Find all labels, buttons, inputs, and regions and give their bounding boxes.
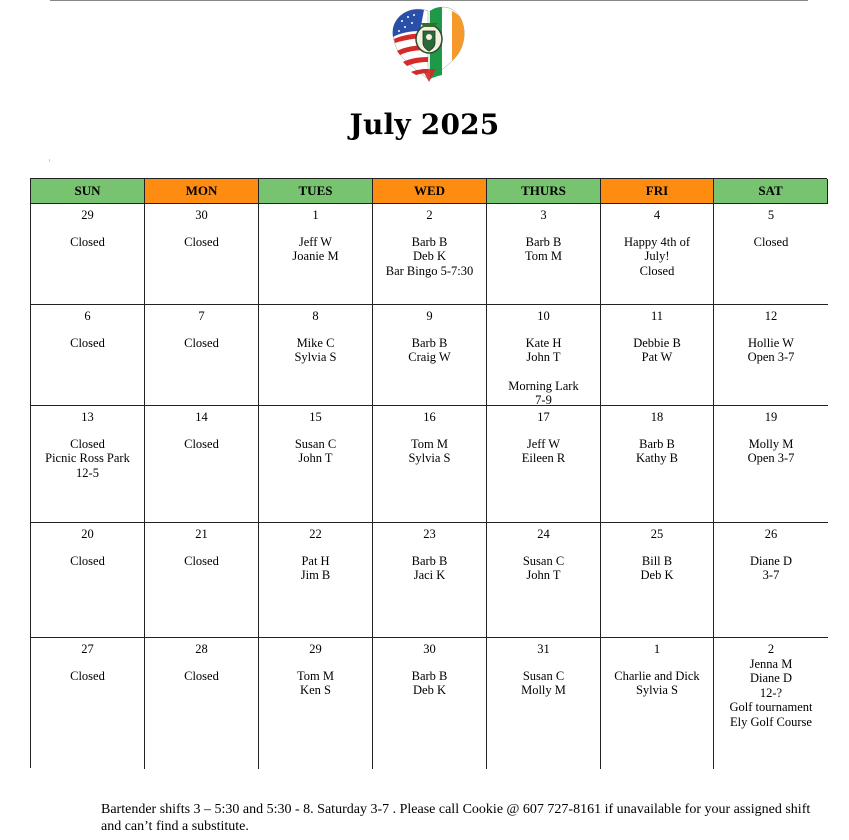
calendar-cell <box>145 638 259 769</box>
shift-entry: Happy 4th of <box>624 234 690 249</box>
day-number: 21 <box>195 527 208 541</box>
shift-entry: Barb B <box>411 234 448 249</box>
shift-entry: Open 3-7 <box>747 350 795 364</box>
shift-entry: Susan C <box>522 668 565 683</box>
calendar-cell <box>487 204 601 305</box>
calendar-cell <box>145 523 259 638</box>
shift-entry: Jeff W <box>526 436 561 451</box>
day-number: 27 <box>81 642 94 656</box>
shift-entry: 12-5 <box>76 465 99 480</box>
day-number: 11 <box>650 309 664 323</box>
calendar-cell <box>373 406 487 523</box>
shift-entry: 12-? <box>759 685 783 700</box>
shift-entry: Bar Bingo 5-7:30 <box>385 263 474 278</box>
shift-entry: Sylvia S <box>635 683 679 697</box>
calendar-cell <box>714 204 828 305</box>
calendar-cell <box>487 406 601 523</box>
calendar-cell <box>259 406 373 523</box>
day-header-tues: TUES <box>259 179 373 204</box>
shift-entry: Deb K <box>640 568 674 582</box>
shift-entry: Closed <box>70 553 105 568</box>
day-number: 15 <box>309 410 322 424</box>
flags-shield-logo <box>390 3 468 83</box>
day-header-wed: WED <box>373 179 487 204</box>
calendar-cell <box>373 638 487 769</box>
top-rule <box>50 0 808 1</box>
day-number: 1 <box>312 208 319 222</box>
calendar-cell <box>487 523 601 638</box>
shift-entry: Closed <box>753 234 789 249</box>
calendar-cell <box>31 406 145 523</box>
shift-entry: Picnic Ross Park <box>45 451 130 465</box>
day-header-mon: MON <box>145 179 259 204</box>
day-number: 10 <box>537 309 550 323</box>
shift-entry: Barb B <box>411 668 448 683</box>
shift-entry: Molly M <box>521 683 566 697</box>
shift-entry: Closed <box>184 553 219 568</box>
shift-entry: Jeff W <box>298 234 333 249</box>
shift-entry: Molly M <box>748 436 794 451</box>
page-title: July 2025 <box>349 108 500 141</box>
calendar-cell <box>373 204 487 305</box>
calendar-cell <box>373 523 487 638</box>
day-number: 20 <box>81 527 94 541</box>
shift-entry: Closed <box>639 263 675 278</box>
day-number: 8 <box>312 309 319 323</box>
calendar-cell <box>601 406 714 523</box>
calendar-cell <box>601 305 714 406</box>
shift-entry: Closed <box>70 335 105 350</box>
shift-entry: Barb B <box>525 234 562 249</box>
calendar-cell <box>714 406 828 523</box>
calendar-cell <box>259 523 373 638</box>
shift-entry: July! <box>644 249 670 263</box>
day-number: 4 <box>653 208 661 222</box>
shift-entry: Pat H <box>301 553 330 568</box>
shift-entry: 3-7 <box>762 568 780 582</box>
shift-entry: Closed <box>184 436 219 451</box>
shift-entry: Closed <box>184 668 219 683</box>
day-number: 3 <box>540 208 547 222</box>
shift-entry: Diane D <box>750 553 792 568</box>
shift-entry: John T <box>298 451 333 465</box>
day-number: 30 <box>423 642 436 656</box>
shift-entry: Diane D <box>750 671 792 685</box>
shift-entry: John T <box>526 350 561 364</box>
shift-entry: Open 3-7 <box>747 451 795 465</box>
day-number: 28 <box>195 642 208 656</box>
calendar-cell <box>259 204 373 305</box>
calendar-cell <box>145 406 259 523</box>
calendar-cell <box>487 305 601 406</box>
calendar-cell <box>714 305 828 406</box>
shift-entry: Closed <box>184 335 219 350</box>
shift-entry: Debbie B <box>633 335 681 350</box>
shift-entry: Deb K <box>413 683 446 697</box>
shift-entry: Charlie and Dick <box>614 668 700 683</box>
calendar-cell <box>31 638 145 769</box>
day-number: 30 <box>195 208 208 222</box>
shift-entry: Barb B <box>639 436 675 451</box>
day-number: 9 <box>426 309 433 323</box>
day-number: 22 <box>309 527 322 541</box>
shift-entry: Kathy B <box>635 451 678 465</box>
calendar-cell <box>31 305 145 406</box>
shift-entry: Hollie W <box>748 335 794 350</box>
shift-entry: Sylvia S <box>408 451 451 465</box>
shift-entry: Closed <box>70 436 105 451</box>
spacer <box>487 365 600 379</box>
day-number: 7 <box>198 309 205 323</box>
shift-entry: Eileen R <box>521 451 566 465</box>
day-number: 2 <box>767 642 775 656</box>
calendar-cell <box>714 638 828 769</box>
shift-entry: Deb K <box>413 249 446 263</box>
day-number: 23 <box>423 527 436 541</box>
day-number: 17 <box>537 410 550 424</box>
day-number: 29 <box>309 642 322 656</box>
shift-entry: Mike C <box>296 335 335 350</box>
calendar-cell <box>31 523 145 638</box>
day-number: 5 <box>767 208 775 222</box>
day-number: 18 <box>650 410 664 424</box>
calendar-cell <box>259 638 373 769</box>
calendar-cell <box>601 638 714 769</box>
day-number: 12 <box>764 309 778 323</box>
shift-entry: Tom M <box>411 436 448 451</box>
day-number: 16 <box>423 410 436 424</box>
day-number: 14 <box>195 410 208 424</box>
shift-entry: Jim B <box>300 568 331 582</box>
shift-entry: Kate H <box>525 335 562 350</box>
shift-entry: Joanie M <box>292 249 339 263</box>
day-number: 13 <box>81 410 94 424</box>
day-number: 29 <box>81 208 94 222</box>
calendar-cell <box>31 204 145 305</box>
shift-entry: Tom M <box>525 249 562 263</box>
event-entry: 7-9 <box>535 393 552 406</box>
day-header-fri: FRI <box>601 179 714 204</box>
shift-entry: Closed <box>70 234 105 249</box>
shift-entry: Sylvia S <box>294 350 337 364</box>
shift-entry: Ken S <box>300 683 331 697</box>
day-header-sat: SAT <box>714 179 828 204</box>
day-number: 31 <box>537 642 550 656</box>
shift-entry: Barb B <box>411 335 448 350</box>
shift-entry: Jaci K <box>413 568 446 582</box>
day-number: 6 <box>84 309 91 323</box>
day-number: 26 <box>764 527 778 541</box>
shift-entry: Susan C <box>522 553 565 568</box>
footer-note: Bartender shifts 3 – 5:30 and 5:30 - 8. Saturday 3-7 . Please call Cookie @ 607 727-8161 if unavailable for your assigned shift and can’t find a substitute. <box>101 802 811 834</box>
day-number: 2 <box>426 208 433 222</box>
shift-entry: Susan C <box>294 436 337 451</box>
shift-entry: Craig W <box>408 350 451 364</box>
shift-entry: Golf tournament <box>729 700 813 714</box>
shift-entry: John T <box>526 568 561 582</box>
shift-entry: Closed <box>184 234 219 249</box>
calendar-cell <box>373 305 487 406</box>
shift-entry: Pat W <box>641 350 673 364</box>
shift-entry: Jenna M <box>749 656 793 671</box>
calendar-cell <box>601 204 714 305</box>
day-header-thurs: THURS <box>487 179 601 204</box>
day-number: 24 <box>537 527 550 541</box>
day-number: 1 <box>653 642 661 656</box>
calendar-cell <box>145 305 259 406</box>
calendar-cell <box>714 523 828 638</box>
day-header-sun: SUN <box>31 179 145 204</box>
day-number: 25 <box>650 527 664 541</box>
calendar-grid <box>30 178 827 768</box>
shift-entry: Bill B <box>641 553 673 568</box>
calendar-cell <box>259 305 373 406</box>
shift-entry: Tom M <box>297 668 334 683</box>
event-entry: Morning Lark <box>508 378 579 393</box>
shift-entry: Ely Golf Course <box>730 714 812 729</box>
margin-mark <box>49 159 50 162</box>
calendar-cell <box>145 204 259 305</box>
calendar-cell <box>601 523 714 638</box>
shift-entry: Closed <box>70 668 105 683</box>
day-number: 19 <box>764 410 778 424</box>
shift-entry: Barb B <box>411 553 448 568</box>
calendar-cell <box>487 638 601 769</box>
